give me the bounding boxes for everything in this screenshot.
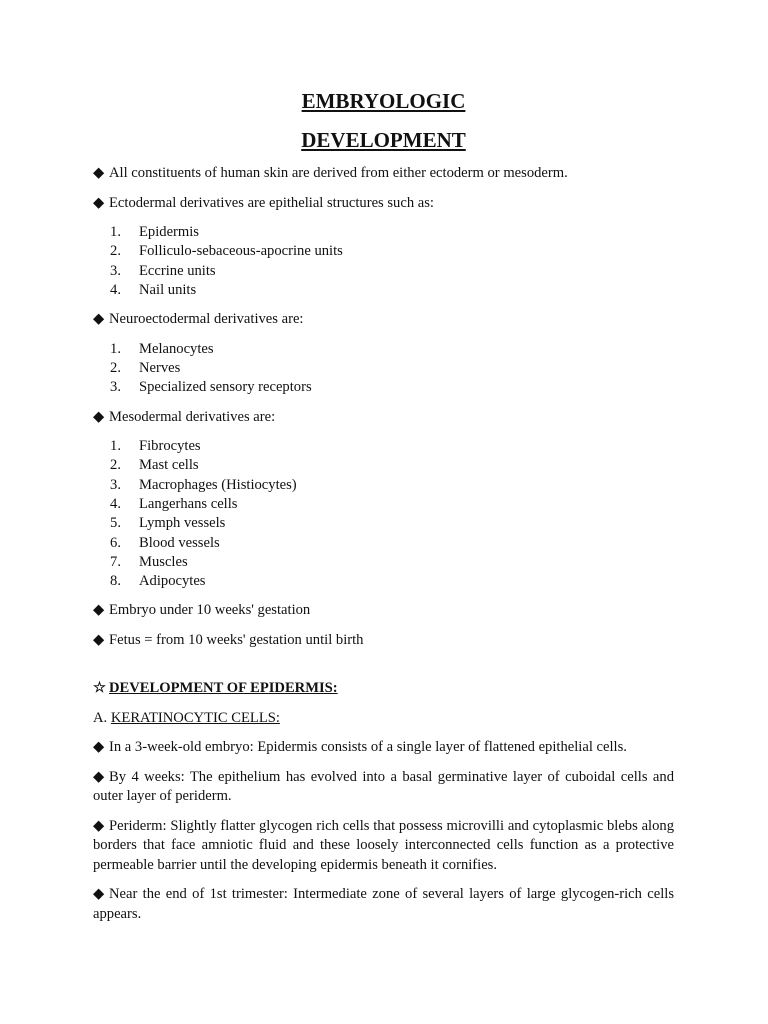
list-item-text: Macrophages (Histiocytes) xyxy=(139,476,297,493)
list-item-text: Melanocytes xyxy=(139,340,214,357)
bullet-text: Periderm: Slightly flatter glycogen rich cells that possess microvilli and cytoplasmic blebs along borders that face amniotic fluid and these loosely interconnected cells function as a protective permeable barrier until the developing epidermis beneath it cornifies. xyxy=(93,817,674,873)
list-number: 3. xyxy=(110,476,121,493)
ectodermal-heading: Ectodermal derivatives are epithelial structures such as: xyxy=(109,194,434,211)
list-item-text: Nail units xyxy=(139,281,197,298)
subsection-prefix: A. xyxy=(93,709,108,726)
fetus-text: Fetus = from 10 weeks' gestation until birth xyxy=(109,631,364,648)
bullet-text: Near the end of 1st trimester: Intermediate zone of several layers of large glycogen-rich cells appears. xyxy=(93,886,674,922)
neuroectodermal-list xyxy=(93,340,674,398)
ectodermal-list xyxy=(93,223,674,300)
mesodermal-heading: Mesodermal derivatives are: xyxy=(109,408,276,425)
list-number: 7. xyxy=(110,553,121,570)
list-item xyxy=(93,223,674,242)
title-block xyxy=(93,82,674,160)
list-number: 4. xyxy=(110,281,121,298)
diamond-bullet-icon: ◆ xyxy=(93,194,105,211)
list-item-text: Langerhans cells xyxy=(139,495,238,512)
list-item-text: Muscles xyxy=(139,553,188,570)
bullet-paragraph xyxy=(93,817,674,876)
list-item xyxy=(93,476,674,495)
bullet-paragraph xyxy=(93,885,674,924)
list-item-text: Mast cells xyxy=(139,457,199,474)
list-item-text: Blood vessels xyxy=(139,534,220,551)
diamond-bullet-icon: ◆ xyxy=(93,817,105,834)
list-number: 3. xyxy=(110,379,121,396)
list-item-text: Nerves xyxy=(139,359,181,376)
bullet-paragraph xyxy=(93,768,674,807)
list-item xyxy=(93,553,674,572)
list-number: 8. xyxy=(110,573,121,590)
subsection-heading xyxy=(93,709,674,729)
list-item xyxy=(93,495,674,514)
list-number: 2. xyxy=(110,457,121,474)
section-heading xyxy=(93,679,674,699)
diamond-bullet-icon: ◆ xyxy=(93,886,105,903)
list-item xyxy=(93,572,674,591)
bullet-paragraph xyxy=(93,408,674,428)
list-item xyxy=(93,281,674,300)
list-item-text: Fibrocytes xyxy=(139,438,201,455)
subsection-heading-text: KERATINOCYTIC CELLS: xyxy=(110,709,280,726)
diamond-bullet-icon: ◆ xyxy=(93,311,105,328)
diamond-bullet-icon: ◆ xyxy=(93,408,105,425)
diamond-bullet-icon: ◆ xyxy=(93,631,105,648)
bullet-text: All constituents of human skin are derived from either ectoderm or mesoderm. xyxy=(109,165,568,181)
neuroectodermal-heading: Neuroectodermal derivatives are: xyxy=(109,311,304,328)
embryo-text: Embryo under 10 weeks' gestation xyxy=(109,602,311,619)
list-item-text: Folliculo-sebaceous-apocrine units xyxy=(139,243,343,260)
list-item-text: Eccrine units xyxy=(139,262,216,279)
bullet-paragraph xyxy=(93,631,674,651)
bullet-paragraph xyxy=(93,194,674,214)
list-number: 2. xyxy=(110,359,121,376)
list-item xyxy=(93,456,674,475)
title-line-1: EMBRYOLOGIC xyxy=(301,89,466,113)
list-number: 2. xyxy=(110,243,121,260)
section-heading-text: DEVELOPMENT OF EPIDERMIS: xyxy=(109,680,338,697)
list-item xyxy=(93,534,674,553)
list-number: 3. xyxy=(110,262,121,279)
list-number: 1. xyxy=(110,340,121,357)
list-item xyxy=(93,359,674,378)
list-number: 5. xyxy=(110,515,121,532)
document-body xyxy=(93,164,674,934)
list-item-text: Epidermis xyxy=(139,224,199,240)
list-number: 1. xyxy=(110,224,121,240)
list-item xyxy=(93,514,674,533)
diamond-bullet-icon: ◆ xyxy=(93,602,105,619)
mesodermal-list xyxy=(93,437,674,591)
bullet-text: By 4 weeks: The epithelium has evolved into a basal germinative layer of cuboidal cells and outer layer of periderm. xyxy=(93,768,674,805)
list-item-text: Adipocytes xyxy=(139,573,206,590)
list-item xyxy=(93,340,674,359)
list-number: 1. xyxy=(110,438,121,455)
title-line-2: DEVELOPMENT xyxy=(301,128,466,152)
list-item-text: Specialized sensory receptors xyxy=(139,379,312,396)
diamond-bullet-icon: ◆ xyxy=(93,739,105,756)
list-number: 4. xyxy=(110,495,121,512)
list-item xyxy=(93,262,674,281)
list-item-text: Lymph vessels xyxy=(139,515,226,532)
diamond-bullet-icon: ◆ xyxy=(93,165,105,181)
list-number: 6. xyxy=(110,534,121,551)
bullet-paragraph xyxy=(93,738,674,758)
list-item xyxy=(93,378,674,397)
bullet-text: In a 3-week-old embryo: Epidermis consists of a single layer of flattened epithelial cells. xyxy=(109,739,627,756)
diamond-bullet-icon: ◆ xyxy=(93,768,105,785)
bullet-paragraph xyxy=(93,601,674,621)
bullet-paragraph xyxy=(93,164,674,184)
list-item xyxy=(93,437,674,456)
star-icon: ☆ xyxy=(93,680,107,697)
list-item xyxy=(93,242,674,261)
bullet-paragraph xyxy=(93,310,674,330)
